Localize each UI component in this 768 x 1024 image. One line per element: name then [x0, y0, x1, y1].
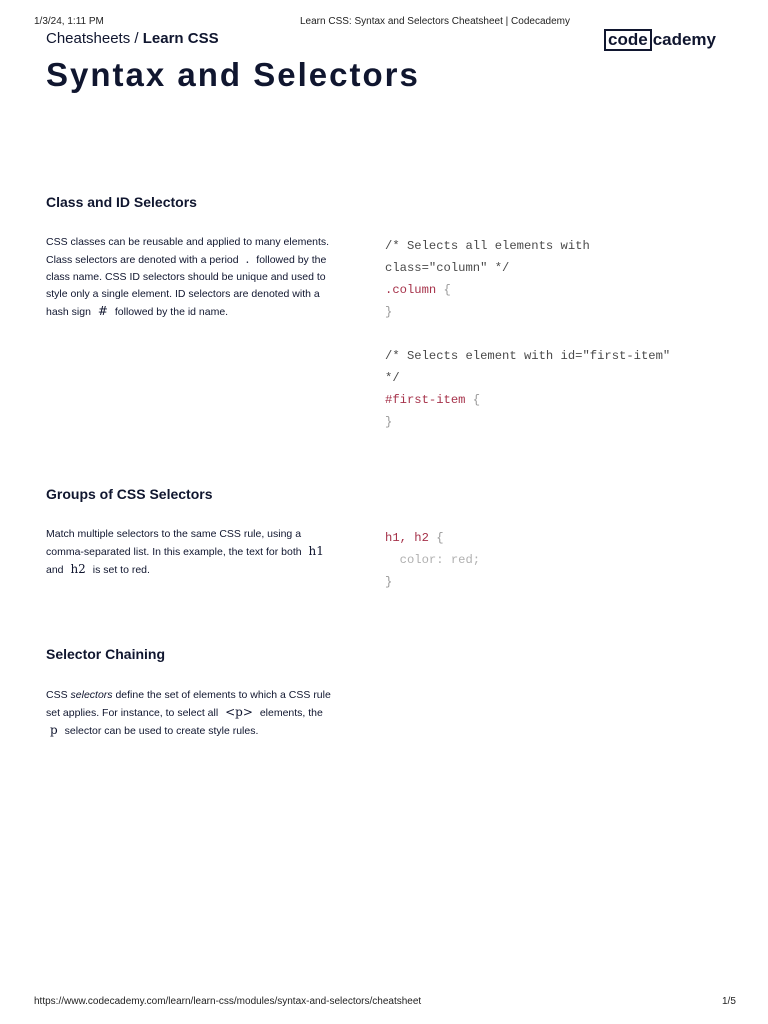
desc-text: and	[46, 564, 64, 576]
code-brace: }	[385, 575, 393, 589]
code-comment: */	[385, 371, 400, 385]
inline-code: .	[245, 252, 250, 266]
inline-code: <p>	[225, 705, 253, 719]
breadcrumb-cheatsheets-link[interactable]: Cheatsheets	[46, 30, 131, 47]
section-desc-groups	[46, 526, 332, 579]
code-brace: {	[472, 393, 481, 407]
code-brace: {	[436, 531, 444, 545]
inline-code: h2	[70, 562, 86, 576]
code-brace: {	[443, 283, 451, 297]
inline-code: h1	[308, 544, 324, 558]
section-title-chaining: Selector Chaining	[46, 646, 166, 662]
section-desc-chaining	[46, 687, 332, 740]
desc-text: define the set of elements to which a CSS rule set applies. For instance, to select all	[46, 689, 331, 719]
print-page-title: Learn CSS: Syntax and Selectors Cheatsheet | Codecademy	[300, 16, 570, 27]
desc-text: selector can be used to create style rules.	[64, 725, 259, 737]
desc-text: CSS	[46, 689, 68, 701]
code-brace: }	[385, 415, 393, 429]
code-block-groups	[385, 527, 745, 593]
code-brace: }	[385, 305, 393, 319]
desc-text: followed by the class name. CSS ID selectors should be unique and used to style only a single element. ID selectors are denoted with a hash sign	[46, 254, 327, 318]
code-selector: #first-item	[385, 393, 466, 407]
print-page-number: 1/5	[722, 996, 736, 1007]
desc-text: followed by the id name.	[114, 306, 229, 318]
breadcrumb	[46, 30, 219, 47]
code-selector: .column	[385, 283, 437, 297]
desc-text: CSS classes can be reusable and applied to many elements. Class selectors are denoted with a period	[46, 236, 330, 266]
section-title-class-id: Class and ID Selectors	[46, 194, 197, 210]
code-comment: class="column" */	[385, 261, 510, 275]
section-desc-class-id	[46, 234, 332, 321]
logo-code-part: code	[604, 29, 652, 51]
desc-text: is set to red.	[92, 564, 150, 576]
section-title-groups: Groups of CSS Selectors	[46, 486, 213, 502]
print-datetime: 1/3/24, 1:11 PM	[34, 16, 104, 27]
inline-code: #	[97, 304, 108, 318]
code-comment: /* Selects element with id="first-item"	[385, 349, 671, 363]
desc-text: elements, the	[259, 707, 323, 719]
page-title: Syntax and Selectors	[46, 56, 420, 93]
code-block-class-id	[385, 235, 745, 433]
codecademy-logo[interactable]	[604, 29, 716, 51]
inline-code: p	[50, 723, 58, 737]
desc-emphasis: selectors	[70, 689, 113, 701]
code-comment: /* Selects all elements with	[385, 239, 590, 253]
code-property: color: red;	[399, 553, 481, 567]
breadcrumb-separator: /	[134, 30, 139, 47]
breadcrumb-current[interactable]: Learn CSS	[142, 30, 219, 47]
print-url: https://www.codecademy.com/learn/learn-css/modules/syntax-and-selectors/cheatsheet	[34, 996, 422, 1007]
desc-text: Match multiple selectors to the same CSS rule, using a comma-separated list. In this example, the text for both	[46, 528, 302, 558]
code-selector: h1, h2	[385, 531, 429, 545]
logo-academy-part: cademy	[652, 30, 717, 49]
